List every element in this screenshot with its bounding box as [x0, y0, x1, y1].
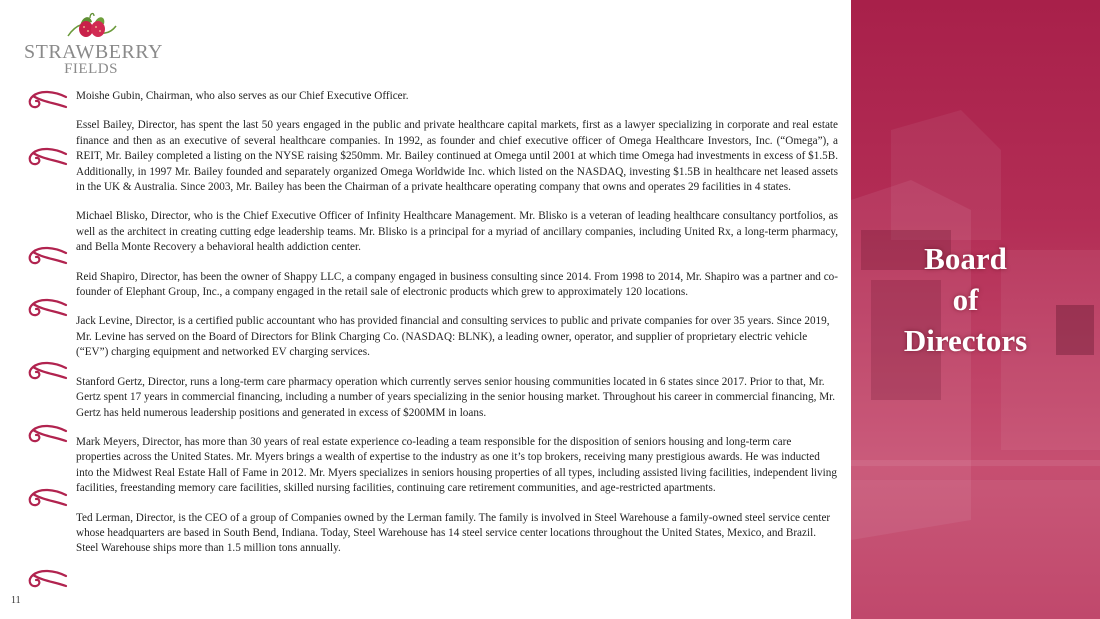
bio-essel-bailey: Essel Bailey, Director, has spent the last 50 years engaged in the public and private healthcare capital markets, first as a lawyer specializing in corporate and real estate finance and then as an executive of several healthcare companies. In 1992, as founder and chief executive officer of Omega Healthcare Investors, Inc. (“Omega”), a REIT, Mr. Bailey completed a listing on the NYSE raising $250mm. Mr. Bailey continued at Omega until 2001 at which time Omega had investments in excess of $1.5B. Additionally, in 1997 Mr. Bailey founded and separately organized Omega Worldwide Inc. which listed on the NASDAQ, investing $1.5B in healthcare net leased assets in the UK & Australia. Since 2003, Mr. Bailey has been the Chairman of a private healthcare operating company that owns and operates 29 facilities in 4 states.: [76, 119, 838, 194]
swirl-bullet-icon: [24, 296, 68, 320]
logo-text-fields: FIELDS: [64, 61, 118, 77]
bio-ted-lerman: Ted Lerman, Director, is the CEO of a group of Companies owned by the Lerman family. The family is involved in Steel Warehouse a family-owned steel service center whose headquarters are based in South Bend, Indiana. Today, Steel Warehouse has 14 steel service center locations throughout the United States, Mexico, and Brazil. Steel Warehouse ships more than 1.5 million tons annually.: [76, 511, 831, 555]
logo-text-strawberry: STRAWBERRY: [24, 41, 163, 63]
bio-michael-blisko: Michael Blisko, Director, who is the Chief Executive Officer of Infinity Healthcare Management. Mr. Blisko is a veteran of leading healthcare consultancy portfolios, as well as the architect in creating cutting edge leadership teams. Mr. Blisko is a principal for a myriad of ancillary companies, including United Rx, a long-term pharmacy, and Bella Monte Recovery a behavioral health addiction center.: [76, 210, 838, 254]
panel-title: [851, 238, 1080, 361]
bio-mark-meyers: Mark Meyers, Director, has more than 30 years of real estate experience co-leading a team responsible for the disposition of seniors housing and long-term care properties across the United States. Mr. Myers brings a wealth of expertise to the industry as one it’s top brokers, receiving many prestigious awards. He was inducted into the Midwest Real Estate Hall of Fame in 2012. Mr. Myers specializes in seniors housing properties of all types, including assisted living facilities, independent living facilities, freestanding memory care facilities, skilled nursing facilities, continuing care retirement communities, and age-restricted apartments.: [76, 435, 837, 495]
strawberry-icon: [64, 10, 120, 44]
swirl-bullet-icon: [24, 145, 68, 169]
swirl-bullet-icon: [24, 567, 68, 591]
company-logo: [24, 10, 163, 80]
panel-title-line-board: Board: [924, 241, 1007, 276]
bio-reid-shapiro: Reid Shapiro, Director, has been the owner of Shappy LLC, a company engaged in business consulting since 2014. From 1998 to 2014, Mr. Shapiro was a partner and co-founder of Elephant Group, Inc., a company engaged in the retail sale of electronic products which grew to approximately 120 locations.: [76, 270, 838, 299]
swirl-bullet-icon: [24, 244, 68, 268]
panel-title-line-directors: Directors: [903, 323, 1028, 358]
swirl-bullet-icon: [24, 359, 68, 383]
panel-title-line-of: of: [952, 282, 979, 317]
page-number: 11: [11, 595, 21, 606]
section-title-panel: [851, 0, 1100, 619]
swirl-bullet-icon: [24, 422, 68, 446]
swirl-bullet-icon: [24, 486, 68, 510]
bio-moishe-gubin: Moishe Gubin, Chairman, who also serves as our Chief Executive Officer.: [76, 90, 409, 102]
bio-stanford-gertz: Stanford Gertz, Director, runs a long-term care pharmacy operation which currently serves senior housing communities located in 6 states since 2017. Prior to that, Mr. Gertz spent 17 years in commercial financing, including a number of years specializing in the senior housing market. Throughout his career in commercial financing, Mr. Gertz has held numerous leadership positions and generated in excess of $200MM in loans.: [76, 375, 836, 419]
bio-jack-levine: Jack Levine, Director, is a certified public accountant who has provided financial and consulting services to public and private companies for over 35 years. Since 2019, Mr. Levine has served on the Board of Directors for Blink Charging Co. (NASDAQ: BLNK), a leading owner, operator, and supplier of proprietary electric vehicle (“EV”) charging equipment and networked EV charging services.: [76, 315, 830, 359]
director-bio-list: [76, 89, 838, 571]
swirl-bullet-icon: [24, 88, 68, 112]
